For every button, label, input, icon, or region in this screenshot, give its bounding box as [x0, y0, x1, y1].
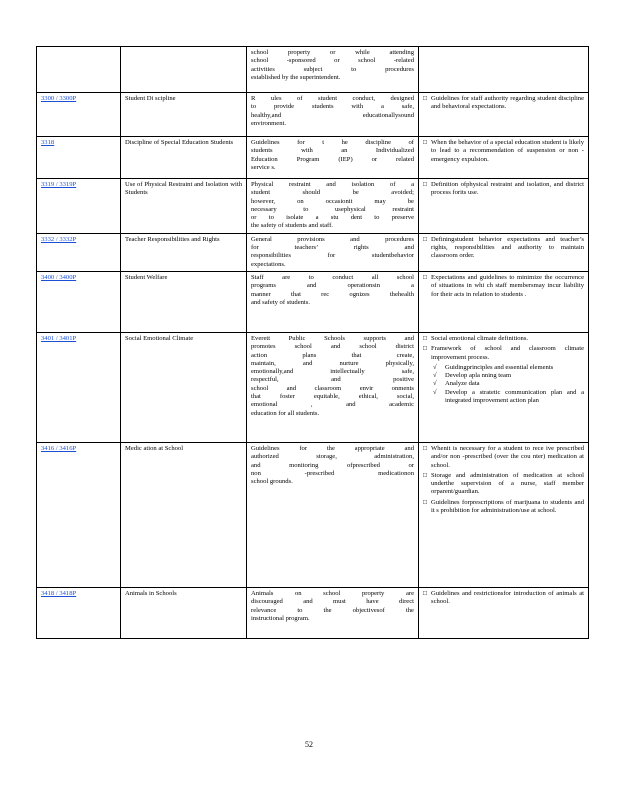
policy-code-cell [37, 47, 121, 93]
aspect-subitem [423, 364, 584, 372]
description-line: Staff are to conduct all school [251, 273, 414, 281]
policy-row [37, 442, 589, 587]
policy-row [37, 587, 589, 638]
policy-code-cell [37, 179, 121, 234]
checkbox-bullet-icon: □ [423, 334, 427, 342]
policy-code-link[interactable]: 3416 / 3416P [41, 444, 77, 452]
policy-row [37, 179, 589, 234]
checkbox-bullet-icon: □ [423, 235, 427, 243]
description-line: respectful, and positive [251, 376, 414, 384]
policy-code-cell [37, 442, 121, 587]
policy-row [37, 93, 589, 137]
description-line: discouraged and must have direct [251, 598, 414, 606]
policy-row [37, 332, 589, 442]
aspect-item [423, 236, 584, 261]
policy-code-link[interactable]: 3418 / 3418P [41, 589, 77, 597]
policy-title: Social Emotional Climate [125, 334, 194, 342]
policy-title-cell [121, 179, 247, 234]
description-line: healthy,and educationallysound [251, 111, 414, 119]
policy-title-cell [121, 587, 247, 638]
policy-description-cell [247, 179, 419, 234]
policy-title-cell [121, 47, 247, 93]
description-line: Everett Public Schools supports and [251, 334, 414, 342]
policy-description-cell [247, 332, 419, 442]
description-line: established by the superintendent. [251, 73, 341, 81]
policy-title: Discipline of Special Education Students [125, 139, 234, 146]
policy-code-cell [37, 137, 121, 179]
policy-code-link[interactable]: 3401 / 3401P [41, 334, 77, 342]
description-line: programs and operationsin a [251, 282, 414, 290]
aspect-item [423, 274, 584, 299]
description-line: school grounds. [251, 478, 293, 486]
description-line: Animals on school property are [251, 589, 414, 597]
description-line: non -prescribed medicationon [251, 469, 414, 477]
description-line: manner that rec ognizes thehealth [251, 290, 414, 298]
policy-description-cell [247, 137, 419, 179]
policy-title-cell [121, 271, 247, 332]
policy-code-cell [37, 332, 121, 442]
checkbox-bullet-icon: □ [423, 444, 427, 452]
page-number: 52 [305, 740, 313, 749]
description-line: R ules of student conduct, designed [251, 95, 414, 102]
description-line: instructional program. [251, 614, 310, 622]
policy-code-cell [37, 233, 121, 271]
policy-aspects-cell [419, 442, 589, 587]
checkbox-bullet-icon: □ [423, 181, 427, 188]
description-line: Education Program (IEP) or related [251, 155, 414, 163]
description-line: school -sponsored or school -related [251, 57, 414, 65]
aspect-item [423, 181, 584, 198]
checkbox-bullet-icon: □ [423, 139, 427, 146]
description-line: emotional , and academic [251, 401, 414, 409]
description-line: emotionally,and intellectually safe, [251, 368, 414, 376]
description-line: relevance to the objectivesof the [251, 606, 414, 614]
checkbox-bullet-icon: □ [423, 498, 427, 506]
description-line: necessary to usephysical restraint [251, 205, 414, 213]
description-line: and safety of students. [251, 298, 310, 306]
description-line: school and classroom envir onments [251, 384, 414, 392]
description-line: activities subject to procedures [251, 65, 414, 73]
description-line: maintain, and nurture physically, [251, 359, 414, 367]
checkbox-bullet-icon: □ [423, 471, 427, 479]
policy-description-cell [247, 47, 419, 93]
description-line: however, on occasionit may be [251, 197, 414, 205]
policy-code-link[interactable]: 3318 [41, 139, 55, 146]
policy-code-link[interactable]: 3332 / 3332P [41, 235, 77, 243]
aspect-text: Definition ofphysical restraint and isolation, and district process forits use. [431, 181, 584, 197]
aspect-item [423, 445, 584, 470]
policy-description-cell [247, 233, 419, 271]
aspect-text: Storage and administration of medication at school underthe supervision of a nurse, staff member orparent/guardian. [431, 471, 584, 496]
policy-aspects-cell [419, 47, 589, 93]
description-line: responsibilities for studentbehavior [251, 252, 414, 260]
description-line: Guidelines for the appropriate and [251, 444, 414, 452]
policy-row [37, 271, 589, 332]
policy-aspects-cell [419, 332, 589, 442]
description-line: service s. [251, 163, 276, 171]
policy-row [37, 47, 589, 93]
checkmark-icon: √ [433, 388, 437, 396]
policy-aspects-cell [419, 271, 589, 332]
aspect-item [423, 335, 584, 343]
description-line: for teachers’ rights and [251, 244, 414, 252]
policy-code-link[interactable]: 3319 / 3319P [41, 181, 77, 188]
checkmark-icon: √ [433, 363, 437, 371]
policy-description-cell [247, 442, 419, 587]
policy-code-cell [37, 271, 121, 332]
aspect-subitem [423, 380, 584, 388]
aspect-text: Expectations and guidelines to minimize the occurrence of situations in whi ch staff membersmay incur liability for their acts in relation to students . [431, 273, 584, 298]
description-line: promotes school and school district [251, 343, 414, 351]
description-line: to provide students with a safe, [251, 103, 414, 111]
policy-table [36, 46, 589, 639]
aspect-item [423, 472, 584, 497]
aspect-text: Whenit is necessary for a student to rece ive prescribed and/or non -prescribed (over the cou nter) medication at school. [431, 444, 584, 469]
checkmark-icon: √ [433, 380, 437, 388]
policy-description-cell [247, 93, 419, 137]
policy-title-cell [121, 137, 247, 179]
aspect-item [423, 590, 584, 607]
aspect-item [423, 95, 584, 112]
description-line: or to isolate a stu dent to preserve [251, 214, 414, 222]
policy-code-link[interactable]: 3300 / 3300P [41, 95, 77, 102]
aspect-item [423, 499, 584, 516]
description-line: the safety of students and staff. [251, 222, 333, 230]
checkbox-bullet-icon: □ [423, 589, 427, 597]
policy-code-link[interactable]: 3400 / 3400P [41, 273, 77, 281]
policy-row [37, 233, 589, 271]
policy-title-cell [121, 93, 247, 137]
aspect-subitem-text: Guidingprinciples and essential elements [445, 363, 554, 371]
aspect-item [423, 345, 584, 362]
policy-title: Teacher Responsibilities and Rights [125, 235, 220, 243]
policy-aspects-cell [419, 93, 589, 137]
policy-row [37, 137, 589, 179]
aspect-item [423, 139, 584, 164]
policy-description-cell [247, 271, 419, 332]
aspect-text: Social emotional climate definitions. [431, 334, 529, 342]
description-line: student should be avoided; [251, 189, 414, 197]
policy-aspects-cell [419, 137, 589, 179]
policy-title: Medic ation at School [125, 444, 184, 452]
aspect-subitem-text: Develop a stratetic communication plan and a integrated improvement action plan [445, 388, 584, 405]
aspect-text: When the behavior of a special education student is likely to lead to a recommendation of suspension or non -emergency expulsion. [431, 139, 584, 163]
policy-title-cell [121, 233, 247, 271]
policy-description-cell [247, 587, 419, 638]
description-line: students with an Individualized [251, 147, 414, 155]
description-line: education for all students. [251, 409, 320, 417]
checkbox-bullet-icon: □ [423, 273, 427, 281]
checkbox-bullet-icon: □ [423, 345, 427, 353]
aspect-text: Guidelines and restrictionsfor introduction of animals at school. [431, 589, 584, 606]
policy-title-cell [121, 332, 247, 442]
policy-code-cell [37, 93, 121, 137]
checkbox-bullet-icon: □ [423, 95, 427, 102]
description-line: expectations. [251, 260, 286, 268]
description-line: environment. [251, 119, 286, 127]
aspect-subitem-text: Analyze data [445, 380, 480, 388]
description-line: authorized storage, administration, [251, 453, 414, 461]
policy-title: Use of Physical Restraint and Isolation with Students [125, 181, 242, 197]
description-line: and monitoring ofprescribed or [251, 461, 414, 469]
policy-title: Student Welfare [125, 273, 168, 281]
aspect-text: Definingstudent behavior expectations and teacher’s rights, responsibilities and authority to maintain classroom order. [431, 235, 584, 260]
policy-title: Animals in Schools [125, 589, 177, 597]
aspect-subitem [423, 389, 584, 406]
policy-title: Student Di scipline [125, 95, 176, 102]
description-line: Physical restraint and isolation of a [251, 181, 414, 188]
description-line: that foster equitable, ethical, social, [251, 393, 414, 401]
aspect-text: Framework of school and classroom climate improvement process. [431, 345, 584, 361]
policy-aspects-cell [419, 179, 589, 234]
aspect-subitem [423, 372, 584, 380]
description-line: school property or while attending [251, 49, 414, 56]
policy-aspects-cell [419, 233, 589, 271]
description-line: Guidelines for t he discipline of [251, 139, 414, 146]
policy-aspects-cell [419, 587, 589, 638]
aspect-subitem-text: Develop apla nning team [445, 372, 512, 380]
description-line: General provisions and procedures [251, 235, 414, 243]
checkmark-icon: √ [433, 372, 437, 380]
policy-code-cell [37, 587, 121, 638]
policy-title-cell [121, 442, 247, 587]
aspect-text: Guidelines forprescriptions of marijuana to students and it s prohibition for administration/use at school. [431, 498, 584, 515]
aspect-text: Guidelines for staff authority regarding student discipline and behavioral expectations. [431, 95, 584, 111]
description-line: action plans that create, [251, 351, 414, 359]
